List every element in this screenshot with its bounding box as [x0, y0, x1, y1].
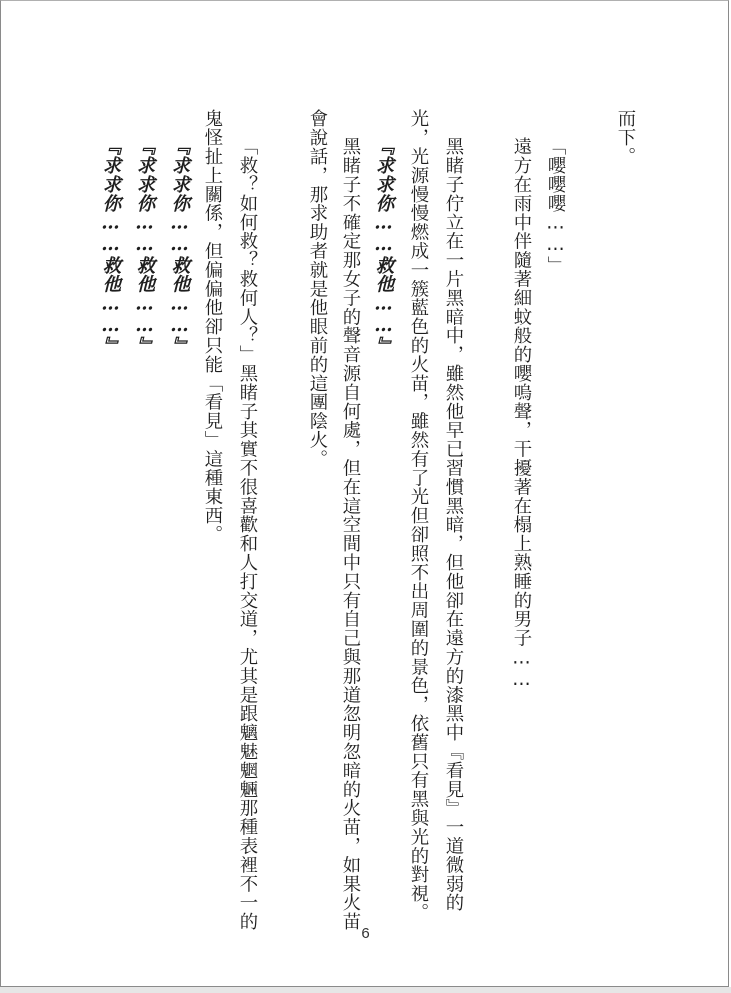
text-column-5: 光，光源慢慢燃成一簇藍色的火苗，雖然有了光但卻照不出周圍的景色，依舊只有黑與光的對視。: [408, 109, 429, 922]
text-column-1: 而下。: [615, 109, 636, 166]
text-column-7: 黑睹子不確定那女子的聲音源自何處，但在這空間中只有自己與那道忽明忽暗的火苗，如果火苗: [340, 137, 361, 931]
text-column-11: 『求求你……救他……』: [169, 137, 190, 356]
page-number: 6: [361, 925, 370, 942]
text-column-9: 「救？如何救？救何人？」黑睹子其實不很喜歡和人打交道，尤其是跟魑魅魍魎那種表裡不一的: [237, 137, 258, 931]
text-column-8: 會說話，那求助者就是他眼前的這團陰火。: [307, 109, 328, 469]
text-column-4: 黑睹子佇立在一片黑暗中，雖然他早已習慣黑暗，但他卻在遠方的漆黑中『看見』一道微弱的: [443, 137, 464, 912]
text-column-10: 鬼怪扯上關係，但偏偏他卻只能「看見」這種東西。: [202, 109, 223, 544]
text-column-3: 遠方在雨中伴隨著細蚊般的嚶嗚聲，干擾著在榻上熟睡的男子……: [511, 137, 532, 691]
text-column-12: 『求求你……救他……』: [134, 137, 155, 356]
text-column-13: 『求求你……救他……』: [100, 137, 121, 356]
text-column-2: 「嚶嚶嚶……」: [545, 137, 566, 275]
text-column-6: 『求求你……救他……』: [373, 137, 394, 356]
page-bottom-edge: [0, 987, 731, 993]
